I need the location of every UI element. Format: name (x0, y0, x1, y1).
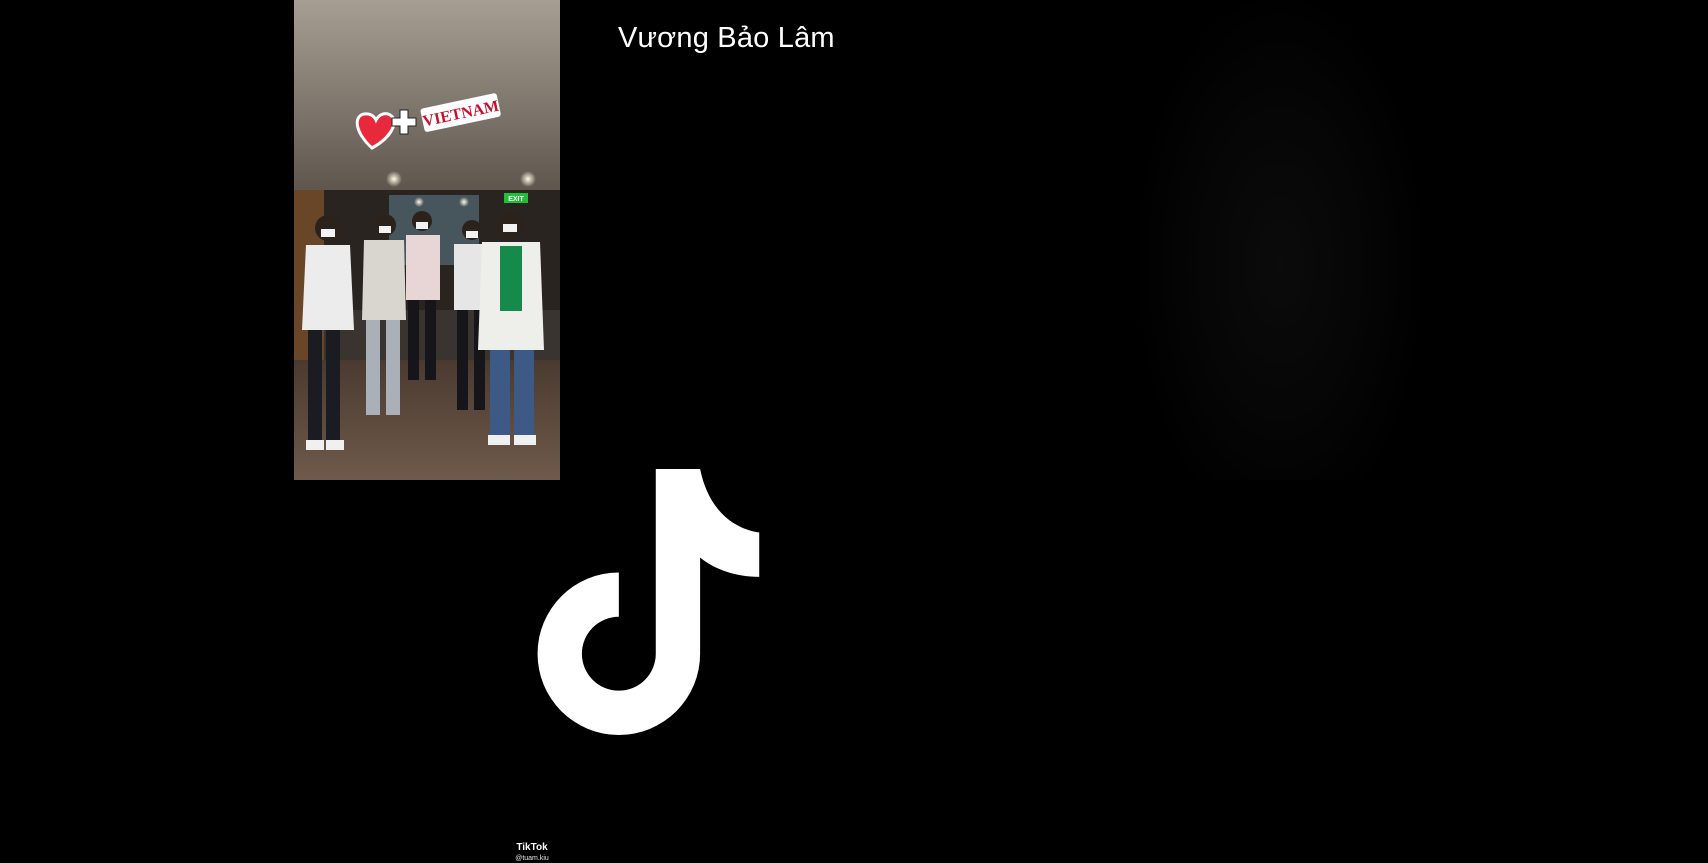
ceiling-light (386, 171, 402, 187)
tiktok-label: TikTok (516, 842, 548, 853)
exit-sign-text: EXIT (508, 196, 524, 203)
tiktok-watermark (508, 362, 556, 863)
ceiling-light (520, 171, 536, 187)
tiktok-icon (508, 362, 774, 842)
video-overlay-title: Vương Bảo Lâm (618, 22, 835, 54)
dancer (406, 211, 440, 380)
tiktok-handle: @tuam.kiu (515, 855, 549, 862)
svg-text:VIETNAM: VIETNAM (421, 97, 501, 131)
video-frame[interactable] (294, 0, 560, 862)
ceiling-light (414, 197, 424, 207)
ceiling (294, 0, 560, 195)
ceiling-light (459, 197, 469, 207)
background-shadow-area (1140, 0, 1420, 480)
